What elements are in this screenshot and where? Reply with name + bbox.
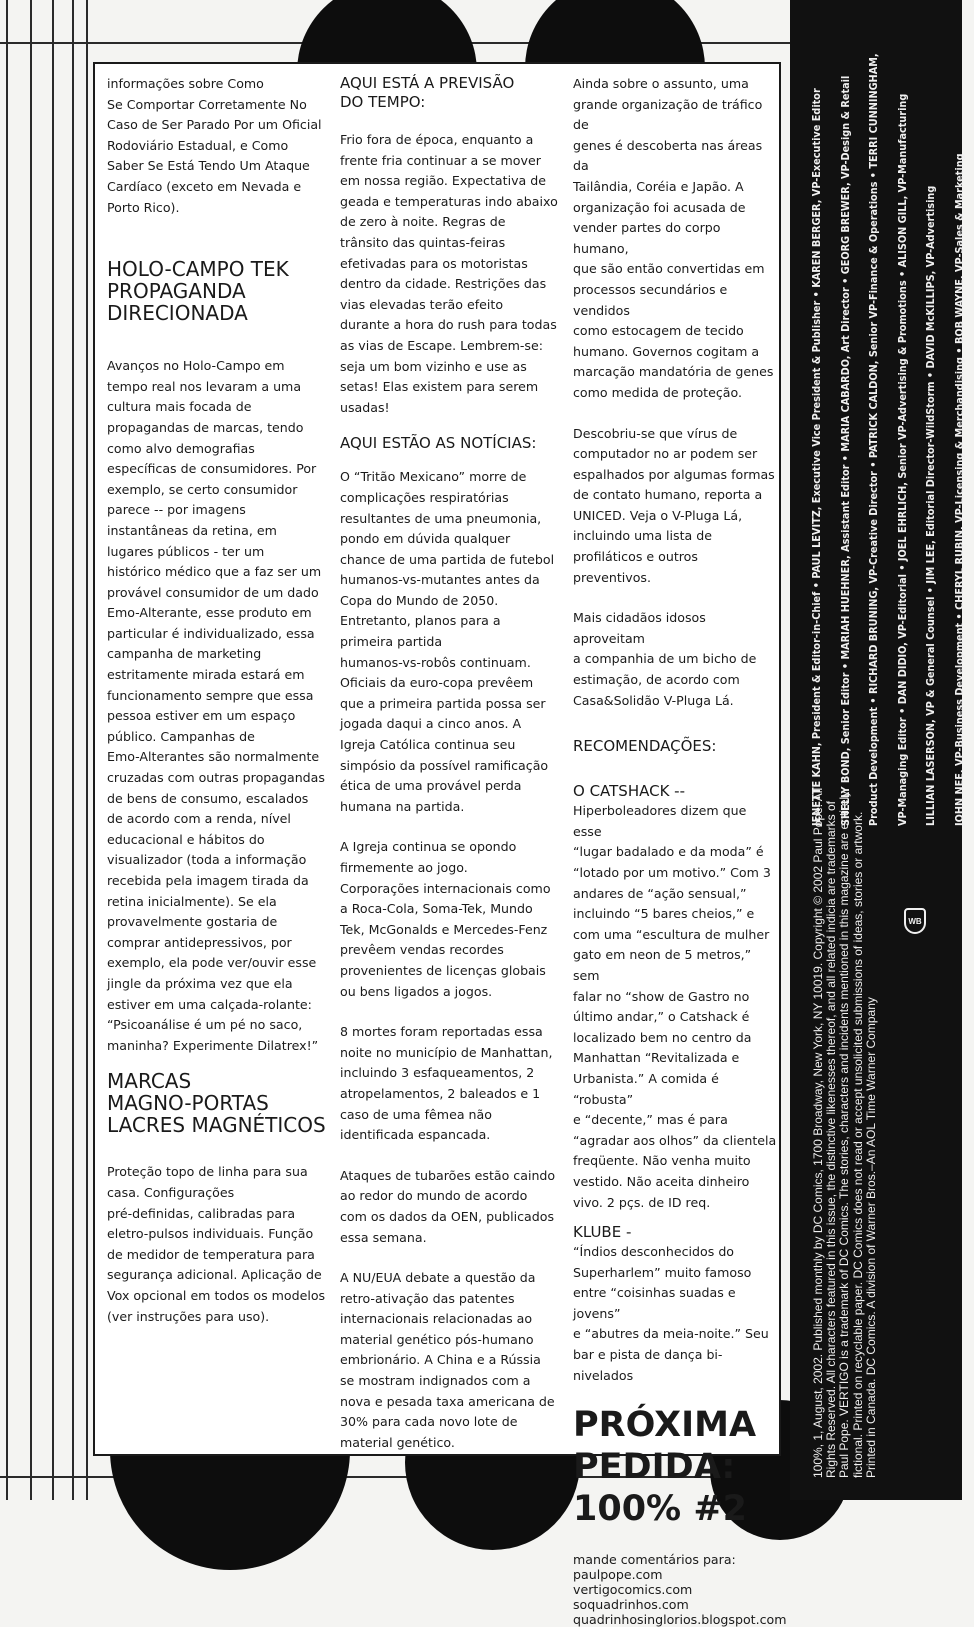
- text-line: complicações respiratórias: [340, 488, 565, 509]
- text-line: material genético pós-humano: [340, 1330, 565, 1351]
- text-line: freqüente. Não venha muito: [573, 1151, 778, 1172]
- text-line: durante a hora do rush para todas: [340, 315, 565, 336]
- division-text: DC Comics. A division of Warner Bros.–An AOL Time Warner Company: [864, 997, 878, 1375]
- text-line: como estocagem de tecido: [573, 321, 778, 342]
- text-line: humana na partida.: [340, 797, 565, 818]
- text-line: entre “coisinhas suadas e jovens”: [573, 1283, 778, 1324]
- text-line: como medida de proteção.: [573, 383, 778, 404]
- vertical-line: [72, 0, 74, 1500]
- text-line: como alvo demografias: [107, 439, 335, 460]
- text-line: vender partes do corpo humano,: [573, 218, 778, 259]
- text-line: campanha de marketing: [107, 644, 335, 665]
- staff-line: VP-Managing Editor • DAN DIDIO, VP-Editorial • JOEL EHRLICH, Senior VP-Advertising & Promotions • ALISON GILL, VP-Manufacturing: [889, 66, 918, 826]
- text-line: A Igreja continua se opondo: [340, 837, 565, 858]
- text-line: andares de “ação sensual,”: [573, 884, 778, 905]
- text-line: exemplo, se certo consumidor: [107, 480, 335, 501]
- text-line: noite no município de Manhattan,: [340, 1043, 565, 1064]
- contact-links: [573, 1552, 778, 1627]
- text-line: caso de uma fêmea não: [340, 1105, 565, 1126]
- heading-line: DIRECIONADA: [107, 302, 335, 324]
- text-line: Porto Rico).: [107, 198, 335, 219]
- text-line: as vias de Escape. Lembrem-se:: [340, 336, 565, 357]
- text-line: e “abutres da meia-noite.” Seu: [573, 1324, 778, 1345]
- legal-notice: [812, 778, 878, 1478]
- text-line: incluindo 3 esfaqueamentos, 2: [340, 1063, 565, 1084]
- catshack-body: [573, 801, 778, 1213]
- text-line: casa. Configurações: [107, 1183, 335, 1204]
- heading-line: PROPAGANDA: [107, 280, 335, 302]
- holo-campo-body: [107, 356, 335, 1056]
- text-line: localizado bem no centro da: [573, 1028, 778, 1049]
- text-line: lugares públicos - ter um: [107, 542, 335, 563]
- text-line: retina inicialmente). Se ela: [107, 892, 335, 913]
- contact-label: mande comentários para:: [573, 1552, 778, 1567]
- text-line: instantâneas da retina, em: [107, 521, 335, 542]
- text-line: frente fria continuar a se mover: [340, 151, 565, 172]
- text-line: ao redor do mundo de acordo: [340, 1186, 565, 1207]
- elderly-paragraph: [573, 608, 778, 711]
- news-paragraph-1: [340, 467, 565, 817]
- text-line: humano. Governos cogitam a: [573, 342, 778, 363]
- klube-body: [573, 1242, 778, 1386]
- text-line: Frio fora de época, enquanto a: [340, 130, 565, 151]
- text-line: tempo real nos levaram a uma: [107, 377, 335, 398]
- text-line: que a primeira partida possa ser: [340, 694, 565, 715]
- text-line: pessoa estiver em um espaço: [107, 706, 335, 727]
- text-line: público. Campanhas de: [107, 727, 335, 748]
- text-line: com os dados da OEN, publicados: [340, 1207, 565, 1228]
- text-line: Cardíaco (exceto em Nevada e: [107, 177, 335, 198]
- text-line: “lotado por um motivo.” Com 3: [573, 863, 778, 884]
- staff-credits: [803, 66, 974, 826]
- text-line: Saber Se Está Tendo Um Ataque: [107, 156, 335, 177]
- text-line: Ataques de tubarões estão caindo: [340, 1166, 565, 1187]
- weather-body: [340, 130, 565, 418]
- text-line: pondo em dúvida qualquer: [340, 529, 565, 550]
- virus-paragraph: [573, 424, 778, 589]
- text-line: prevêem vendas recordes: [340, 940, 565, 961]
- text-line: cultura mais focada de: [107, 397, 335, 418]
- text-line: Tek, McGonalds e Mercedes-Fenz: [340, 920, 565, 941]
- text-line: organização foi acusada de: [573, 198, 778, 219]
- text-line: incluindo uma lista de: [573, 526, 778, 547]
- text-line: Mais cidadãos idosos aproveitam: [573, 608, 778, 649]
- heading-line: PEDIDA:: [573, 1446, 778, 1488]
- text-line: Urbanista.” A comida é “robusta”: [573, 1069, 778, 1110]
- text-line: retro-ativação das patentes: [340, 1289, 565, 1310]
- text-line: espalhados por algumas formas: [573, 465, 778, 486]
- text-line: simpósio da possível ramificação: [340, 756, 565, 777]
- text-line: vestido. Não aceita dinheiro: [573, 1172, 778, 1193]
- text-line: O “Tritão Mexicano” morre de: [340, 467, 565, 488]
- text-line: cruzadas com outras propagandas: [107, 768, 335, 789]
- text-line: provável consumidor de um dado: [107, 583, 335, 604]
- text-line: comprar antidepressivos, por: [107, 933, 335, 954]
- text-line: pré-definidas, calibradas para: [107, 1204, 335, 1225]
- legal-text: 100%, 1, August, 2002. Published monthly by DC Comics, 1700 Broadway, New York, NY 10019. Copyright © 2002 Paul Pope. All Rights Reserved. All characters featured in this issue, the distinctive likenesses thereof, and all related indicia are trademarks of Paul Pope. VERTIGO is a trademark of DC Comics. The stories, characters and incidents mentioned in this magazine are entirely fictional. Printed on recyclable paper. DC Comics does not read or accept unsolicited submissions of ideas, stories or artwork. Printed in Canada.: [811, 788, 878, 1478]
- text-line: marcação mandatória de genes: [573, 362, 778, 383]
- text-line: dentro da cidade. Restrições das: [340, 274, 565, 295]
- text-line: vias elevadas terão efeito: [340, 295, 565, 316]
- text-line: resultantes de uma pneumonia,: [340, 509, 565, 530]
- column-1: [107, 74, 335, 1327]
- vertical-line: [52, 0, 54, 1500]
- text-line: Proteção topo de linha para sua: [107, 1162, 335, 1183]
- text-line: maninha? Experimente Dilatrex!”: [107, 1036, 335, 1057]
- text-line: jogada daqui a cinco anos. A: [340, 714, 565, 735]
- text-line: primeira partida: [340, 632, 565, 653]
- vertical-line: [6, 0, 8, 1500]
- heading-line: DO TEMPO:: [340, 93, 565, 112]
- text-line: ética de uma provável perda: [340, 776, 565, 797]
- staff-line: LILLIAN LASERSON, VP & General Counsel • JIM LEE, Editorial Director-WildStorm • DAVID McKILLIPS, VP-Advertising: [917, 66, 946, 826]
- next-issue-title: [573, 1404, 778, 1530]
- text-line: último andar,” o Catshack é: [573, 1007, 778, 1028]
- news-paragraph-3: [340, 1022, 565, 1146]
- text-line: firmemente ao jogo.: [340, 858, 565, 879]
- text-line: estimação, de acordo com: [573, 670, 778, 691]
- column-2: [340, 74, 565, 1453]
- text-line: profiláticos e outros preventivos.: [573, 547, 778, 588]
- text-line: processos secundários e vendidos: [573, 280, 778, 321]
- staff-line: SHELLY BOND, Senior Editor • MARIAH HUEHNER, Assistant Editor • MARIA CABARDO, Art Director • GEORG BREWER, VP-Design & Retail: [832, 66, 861, 826]
- text-line: seja um bom vizinho e use as: [340, 357, 565, 378]
- text-line: genes é descoberta nas áreas da: [573, 136, 778, 177]
- text-line: provenientes de licenças globais: [340, 961, 565, 982]
- text-line: Emo-Alterante, esse produto em: [107, 603, 335, 624]
- recommendations-heading: RECOMENDAÇÕES:: [573, 737, 778, 756]
- text-line: bar e pista de dança bi-nivelados: [573, 1345, 778, 1386]
- heading-line: MARCAS: [107, 1070, 335, 1092]
- text-line: Oficiais da euro-copa prevêem: [340, 673, 565, 694]
- text-line: funcionamento sempre que essa: [107, 686, 335, 707]
- text-line: “Índios desconhecidos do: [573, 1242, 778, 1263]
- text-line: essa semana.: [340, 1228, 565, 1249]
- text-line: 8 mortes foram reportadas essa: [340, 1022, 565, 1043]
- text-line: que são então convertidas em: [573, 259, 778, 280]
- text-line: a companhia de um bicho de: [573, 649, 778, 670]
- text-line: Caso de Ser Parado Por um Oficial: [107, 115, 335, 136]
- text-line: Hiperboleadores dizem que esse: [573, 801, 778, 842]
- text-line: computador no ar podem ser: [573, 444, 778, 465]
- text-line: Vox opcional em todos os modelos: [107, 1286, 335, 1307]
- link-quadrinhosinglorios[interactable]: quadrinhosinglorios.blogspot.com: [573, 1612, 778, 1627]
- text-line: jingle da próxima vez que ela: [107, 974, 335, 995]
- text-line: de acordo com a renda, nível: [107, 809, 335, 830]
- news-paragraph-2: [340, 837, 565, 1002]
- intro-paragraph: [107, 74, 335, 218]
- text-line: nova e pesada taxa americana de: [340, 1392, 565, 1413]
- text-line: Entretanto, planos para a: [340, 611, 565, 632]
- news-paragraph-5: [340, 1268, 565, 1453]
- text-line: de bens de consumo, escalados: [107, 789, 335, 810]
- text-line: Descobriu-se que vírus de: [573, 424, 778, 445]
- text-line: recebida pela imagem tirada da: [107, 871, 335, 892]
- gene-trafficking-paragraph: [573, 74, 778, 404]
- text-line: gato em neon de 5 metros,” sem: [573, 945, 778, 986]
- text-line: e “decente,” mas é para: [573, 1110, 778, 1131]
- text-line: segurança adicional. Aplicação de: [107, 1265, 335, 1286]
- text-line: setas! Elas existem para serem: [340, 377, 565, 398]
- text-line: A NU/EUA debate a questão da: [340, 1268, 565, 1289]
- heading-line: PRÓXIMA: [573, 1404, 778, 1446]
- text-line: Igreja Católica continua seu: [340, 735, 565, 756]
- text-line: embrionário. A China e a Rússia: [340, 1350, 565, 1371]
- text-line: estritamente mirada estará em: [107, 665, 335, 686]
- text-line: ou bens ligados a jogos.: [340, 982, 565, 1003]
- text-line: provavelmente gostaria de: [107, 912, 335, 933]
- heading-line: AQUI ESTÁ A PREVISÃO: [340, 74, 565, 93]
- text-line: identificada espancada.: [340, 1125, 565, 1146]
- text-line: informações sobre Como: [107, 74, 335, 95]
- text-line: estiver em uma calçada-rolante:: [107, 995, 335, 1016]
- staff-line: JOHN NEE, VP-Business Development • CHERYL RUBIN, VP-Licensing & Merchandising • BOB WAYNE, VP-Sales & Marketing: [946, 66, 974, 826]
- text-line: trânsito das quintas-feiras: [340, 233, 565, 254]
- text-line: humanos-vs-robôs continuam.: [340, 653, 565, 674]
- text-line: “lugar badalado e da moda” é: [573, 842, 778, 863]
- text-line: UNICED. Veja o V-Pluga Lá,: [573, 506, 778, 527]
- vertical-line: [30, 0, 32, 1500]
- text-line: parece -- por imagens: [107, 500, 335, 521]
- text-line: Rodoviário Estadual, e Como: [107, 136, 335, 157]
- text-line: visualizador (toda a informação: [107, 850, 335, 871]
- text-line: internacionais relacionadas ao: [340, 1309, 565, 1330]
- text-line: Copa do Mundo de 2050.: [340, 591, 565, 612]
- text-line: particular é individualizado, essa: [107, 624, 335, 645]
- text-line: material genético.: [340, 1433, 565, 1454]
- text-line: usadas!: [340, 398, 565, 419]
- text-line: Se Comportar Corretamente No: [107, 95, 335, 116]
- text-line: Manhattan “Revitalizada e: [573, 1048, 778, 1069]
- vertical-line: [86, 0, 88, 1500]
- text-line: Tailândia, Coréia e Japão. A: [573, 177, 778, 198]
- heading-line: 100% #2: [573, 1488, 778, 1530]
- text-line: Casa&Solidão V-Pluga Lá.: [573, 691, 778, 712]
- text-line: “agradar aos olhos” da clientela: [573, 1131, 778, 1152]
- news-paragraph-4: [340, 1166, 565, 1248]
- text-line: de contato humano, reporta a: [573, 485, 778, 506]
- text-line: a Roca-Cola, Soma-Tek, Mundo: [340, 899, 565, 920]
- weather-heading: [340, 74, 565, 112]
- wb-logo-icon: WB: [904, 908, 926, 934]
- staff-line: Product Development • RICHARD BRUNING, VP-Creative Director • PATRICK CALDON, Senior VP-Finance & Operations • TERRI CUNNINGHAM,: [860, 66, 889, 826]
- news-heading: AQUI ESTÃO AS NOTÍCIAS:: [340, 434, 565, 453]
- marcas-heading: [107, 1070, 335, 1136]
- text-line: Corporações internacionais como: [340, 879, 565, 900]
- column-3: [573, 74, 778, 1627]
- link-paulpope[interactable]: paulpope.com: [573, 1567, 778, 1582]
- text-line: educacional e hábitos do: [107, 830, 335, 851]
- text-line: específicas de consumidores. Por: [107, 459, 335, 480]
- text-line: atropelamentos, 2 baleados e 1: [340, 1084, 565, 1105]
- text-line: Ainda sobre o assunto, uma: [573, 74, 778, 95]
- heading-line: HOLO-CAMPO TEK: [107, 258, 335, 280]
- catshack-heading: O CATSHACK --: [573, 782, 778, 801]
- text-line: exemplo, ela pode ver/ouvir esse: [107, 953, 335, 974]
- text-line: com uma “escultura de mulher: [573, 925, 778, 946]
- text-line: grande organização de tráfico de: [573, 95, 778, 136]
- text-line: “Psicoanálise é um pé no saco,: [107, 1015, 335, 1036]
- link-vertigocomics[interactable]: vertigocomics.com: [573, 1582, 778, 1597]
- text-line: 30% para cada novo lote de: [340, 1412, 565, 1433]
- text-line: vivo. 2 pçs. de ID req.: [573, 1193, 778, 1214]
- text-line: de medidor de temperatura para: [107, 1245, 335, 1266]
- text-line: propagandas de marcas, tendo: [107, 418, 335, 439]
- text-line: Avanços no Holo-Campo em: [107, 356, 335, 377]
- marcas-body: [107, 1162, 335, 1327]
- holo-campo-heading: [107, 258, 335, 324]
- text-line: eletro-pulsos individuais. Função: [107, 1224, 335, 1245]
- text-line: se mostram indignados com a: [340, 1371, 565, 1392]
- text-line: geada e temperaturas indo abaixo: [340, 192, 565, 213]
- heading-line: LACRES MAGNÉTICOS: [107, 1114, 335, 1136]
- text-line: (ver instruções para uso).: [107, 1307, 335, 1328]
- text-line: efetivadas para os motoristas: [340, 254, 565, 275]
- text-line: Emo-Alterantes são normalmente: [107, 747, 335, 768]
- text-line: humanos-vs-mutantes antes da: [340, 570, 565, 591]
- text-line: de zero à noite. Regras de: [340, 212, 565, 233]
- text-line: em nossa região. Expectativa de: [340, 171, 565, 192]
- text-line: histórico médico que a faz ser um: [107, 562, 335, 583]
- text-line: chance de uma partida de futebol: [340, 550, 565, 571]
- klube-heading: KLUBE -: [573, 1223, 778, 1242]
- link-soquadrinhos[interactable]: soquadrinhos.com: [573, 1597, 778, 1612]
- staff-line: JENETTE KAHN, President & Editor-in-Chief • PAUL LEVITZ, Executive Vice President & Publisher • KAREN BERGER, VP-Executive Editor: [803, 66, 832, 826]
- text-panel: [93, 62, 781, 1456]
- text-line: incluindo “5 bares cheios,” e: [573, 904, 778, 925]
- text-line: Superharlem” muito famoso: [573, 1263, 778, 1284]
- text-line: falar no “show de Gastro no: [573, 987, 778, 1008]
- heading-line: MAGNO-PORTAS: [107, 1092, 335, 1114]
